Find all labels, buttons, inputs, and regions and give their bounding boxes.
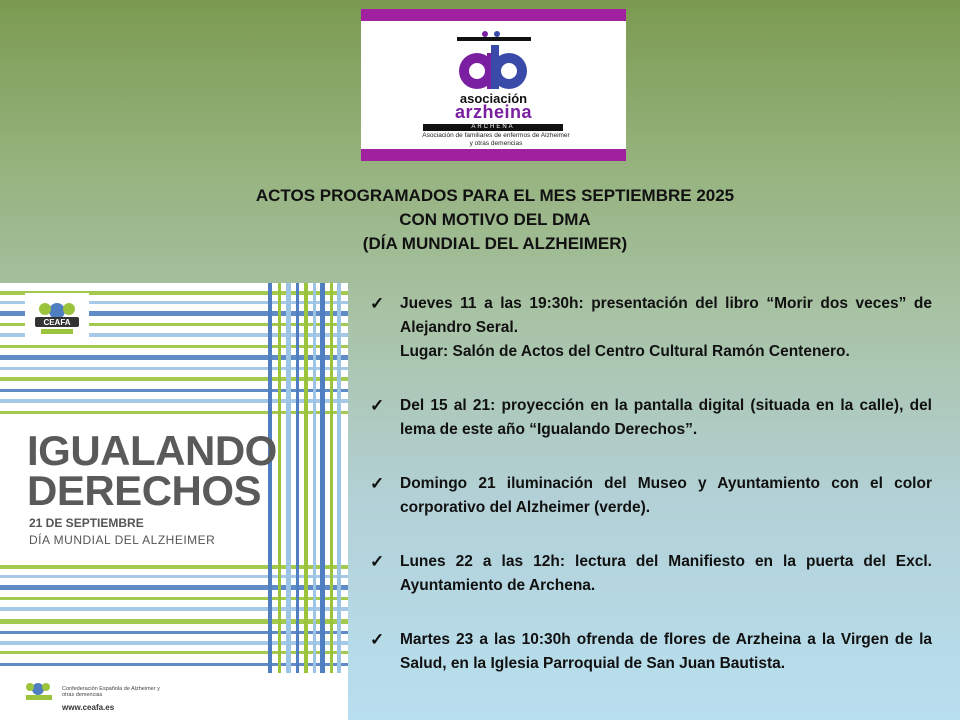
- poster-headline: [27, 427, 277, 514]
- poster-footer-org: Confederación Española de Alzheimer y otras demencias: [62, 686, 160, 698]
- title-line1: ACTOS PROGRAMADOS PARA EL MES SEPTIEMBRE 2025: [255, 186, 735, 205]
- event-text: Del 15 al 21: proyección en la pantalla digital (situada en la calle), del lema de este año “Igualando Derechos”.: [400, 397, 932, 438]
- page-title: [160, 184, 830, 256]
- list-item: [370, 472, 932, 520]
- event-text: Lunes 22 a las 12h: lectura del Manifiesto en la puerta del Excl. Ayuntamiento de Archena.: [400, 553, 932, 594]
- title-line3: (DÍA MUNDIAL DEL ALZHEIMER): [362, 234, 628, 253]
- list-item: [370, 628, 932, 676]
- logo-bottom-bar: [361, 149, 626, 161]
- events-list: [370, 292, 932, 676]
- title-line2: CON MOTIVO DEL DMA: [399, 210, 591, 229]
- list-item: [370, 292, 932, 364]
- logo-line1: asociación: [459, 91, 528, 106]
- poster-date: 21 DE SEPTIEMBRE: [29, 516, 144, 530]
- check-icon: ✓: [370, 474, 385, 493]
- poster-subtitle: DÍA MUNDIAL DEL ALZHEIMER: [29, 533, 216, 547]
- check-icon: ✓: [370, 396, 385, 415]
- logo-line4: Asociación de familiares de enfermos de Alzheimer y otras demencias: [422, 132, 570, 147]
- event-place: Lugar: Salón de Actos del Centro Cultural Ramón Centenero.: [400, 343, 850, 360]
- logo-top-bar: [361, 9, 626, 21]
- event-text: Martes 23 a las 10:30h ofrenda de flores de Arzheina a la Virgen de la Salud, en la Iglesia Parroquial de San Juan Bautista.: [400, 631, 932, 672]
- check-icon: ✓: [370, 552, 385, 571]
- list-item: [370, 394, 932, 442]
- logo-line3: ARCHENA: [423, 124, 563, 131]
- list-item: [370, 550, 932, 598]
- logo-ab-mark-icon: [449, 31, 539, 95]
- poster-footer-url: www.ceafa.es: [62, 703, 115, 712]
- poster-headline-line2: DERECHOS: [27, 467, 262, 514]
- ceafa-badge-text: CEAFA: [43, 318, 71, 327]
- event-text: Jueves 11 a las 19:30h: presentación del libro “Morir dos veces” de Alejandro Seral.: [400, 295, 932, 336]
- check-icon: ✓: [370, 630, 385, 649]
- association-logo: [361, 9, 626, 161]
- campaign-poster: [0, 283, 348, 720]
- check-icon: ✓: [370, 294, 385, 313]
- logo-line2: arzheina: [454, 102, 533, 122]
- poster-headline-line1: IGUALANDO: [27, 427, 277, 474]
- ceafa-logo-icon: [25, 293, 89, 345]
- event-text: Domingo 21 iluminación del Museo y Ayuntamiento con el color corporativo del Alzheimer (verde).: [400, 475, 932, 516]
- ceafa-badge: [25, 293, 89, 345]
